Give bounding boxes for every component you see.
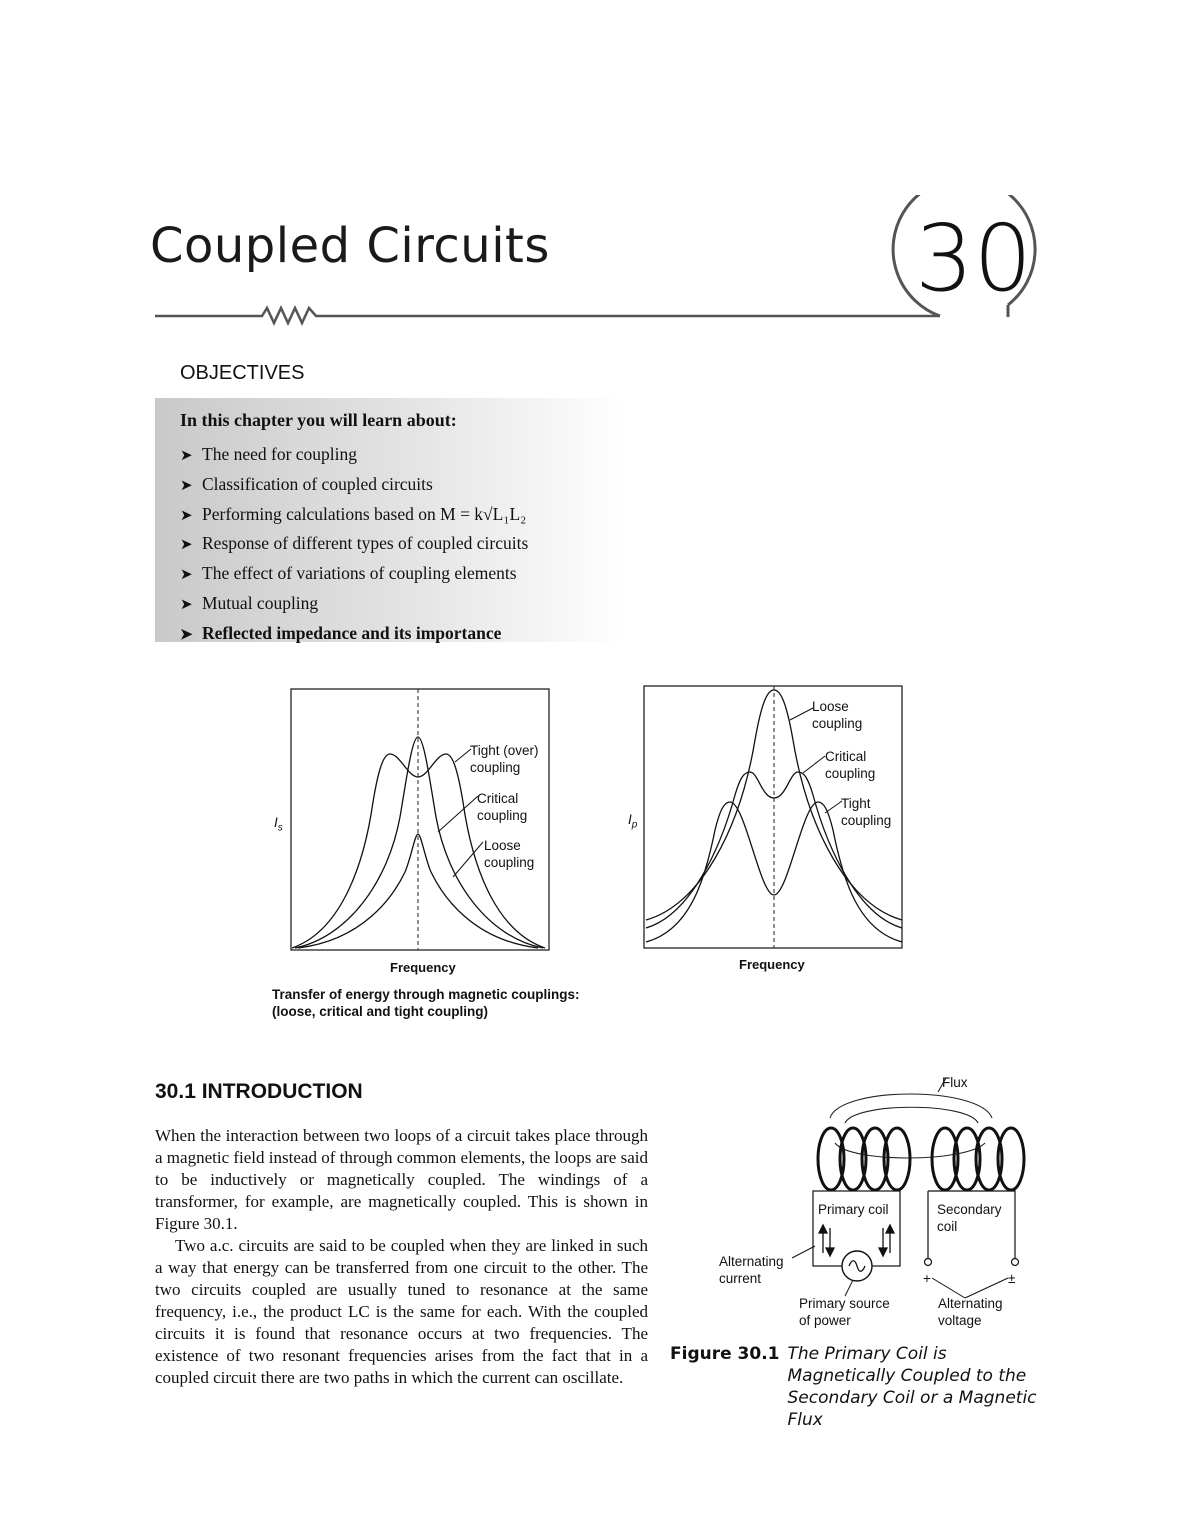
label-primary-coil: Primary coil [818, 1202, 889, 1217]
list-item: ➤ Response of different types of coupled circuits [180, 530, 528, 560]
list-item: ➤ The effect of variations of coupling elements [180, 560, 528, 590]
figure-number: Figure 30.1 [670, 1344, 780, 1364]
list-item: ➤ Reflected impedance and its importance [180, 620, 528, 650]
y-axis-label: $I_s$ [274, 815, 283, 834]
body-text [155, 1125, 648, 1389]
label-primary-source: Primary source of power [799, 1296, 890, 1328]
label-tight-coupling: Tight (over) coupling [470, 743, 539, 775]
terminal-icon [1012, 1259, 1019, 1266]
arrow-bullet-icon: ➤ [180, 626, 193, 643]
resistor-rule [155, 308, 940, 323]
chapter-number: 30 [915, 205, 1033, 312]
arrow-bullet-icon: ➤ [180, 537, 193, 554]
label-flux: Flux [942, 1075, 968, 1090]
label-loose-coupling: Loose coupling [812, 699, 863, 731]
arrow-bullet-icon: ➤ [180, 567, 193, 584]
list-item: ➤ Classification of coupled circuits [180, 471, 528, 501]
secondary-winding [932, 1128, 1024, 1190]
chapter-title: Coupled Circuits [150, 218, 550, 274]
arrow-bullet-icon: ➤ [180, 596, 193, 613]
label-tight-coupling: Tight coupling [841, 796, 892, 828]
paragraph: When the interaction between two loops of a circuit takes place through a magnetic field instead of through common elements, the loops are said to be inductively or magnetically coupled. The windings of a transformer, for example, are magnetically coupled. This is shown in Figure 30.1. [155, 1126, 648, 1233]
x-axis-label: Frequency [739, 957, 805, 972]
figure-caption [670, 1343, 1058, 1431]
list-item: ➤ Performing calculations based on M = k√L₁L₂ [180, 501, 528, 531]
objectives-heading: OBJECTIVES [180, 362, 305, 384]
label-alternating-current: Alternating current [719, 1254, 784, 1286]
label-plus: + [923, 1271, 931, 1286]
label-plusminus: ± [1008, 1271, 1016, 1286]
terminal-icon [925, 1259, 932, 1266]
label-critical-coupling: Critical coupling [825, 749, 876, 781]
paragraph: Two a.c. circuits are said to be coupled when they are linked in such a way that energy can be transferred from one circuit to the other. The two circuits coupled are usually tuned to resonance at the same frequency, i.e., the product LC is the same for each. With the coupled circuits it is found that resonance occurs at two frequencies. The existence of two resonant frequencies arises from the fact that in a coupled circuit there are two paths in which the current can oscillate. [155, 1236, 648, 1387]
flux-line [830, 1094, 992, 1118]
primary-winding [818, 1128, 910, 1190]
label-secondary-coil: Secondary coil [937, 1202, 1002, 1234]
objectives-intro: In this chapter you will learn about: [180, 410, 457, 430]
label-alternating-voltage: Alternating voltage [938, 1296, 1003, 1328]
arrow-bullet-icon: ➤ [180, 477, 193, 494]
list-item: ➤ Mutual coupling [180, 590, 528, 620]
label-critical-coupling: Critical coupling [477, 791, 528, 823]
label-loose-coupling: Loose coupling [484, 838, 535, 870]
list-item: ➤ The need for coupling [180, 441, 528, 471]
chart-caption: Transfer of energy through magnetic couplings: (loose, critical and tight coupling) [272, 987, 580, 1019]
figure-caption-text: The Primary Coil is Magnetically Coupled to the Secondary Coil or a Magnetic Flux [787, 1344, 1037, 1430]
section-heading: 30.1 INTRODUCTION [155, 1080, 363, 1103]
arrow-bullet-icon: ➤ [180, 507, 193, 524]
arrow-bullet-icon: ➤ [180, 448, 193, 464]
flux-line [845, 1107, 978, 1123]
objectives-list [180, 441, 528, 650]
y-axis-label: $I_p$ [628, 812, 638, 831]
x-axis-label: Frequency [390, 960, 456, 975]
